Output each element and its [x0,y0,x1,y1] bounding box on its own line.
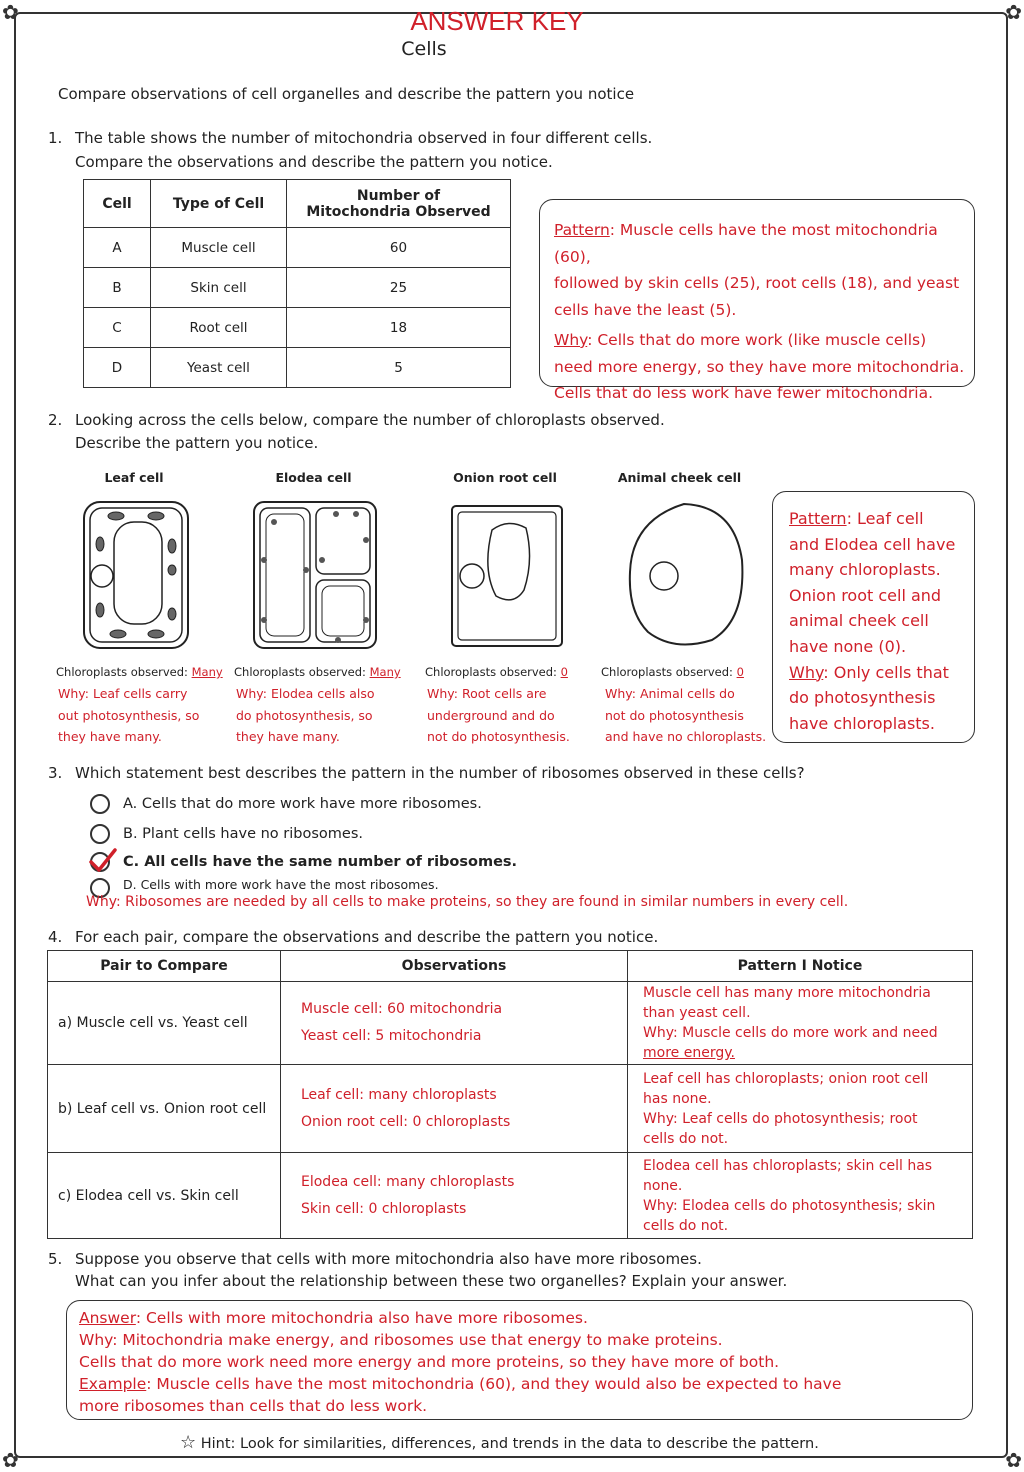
q2-line2: Describe the pattern you notice. [75,434,319,452]
hint-line [180,1432,819,1453]
option-a-radio[interactable] [90,794,110,814]
q5-answer-box: Answer: Cells with more mitochondria also have more ribosomes. Why: Mitochondria make energy, and ribosomes use that energy to make proteins. Cells that do more work need more energy and more proteins, so they have more of both. Example: Muscle cells have the most mitochondria (60), and they would also be expected to have more ribosomes than cells that do less work. [66,1300,973,1420]
table-row: C Root cell 18 [84,308,511,348]
q1-line2: Compare the observations and describe the pattern you notice. [75,153,553,171]
corner-flourish-top-left: ✿ [2,0,19,24]
table-row: A Muscle cell 60 [84,228,511,268]
onion-root-cell-diagram [444,500,568,650]
cheek-why: Why: Animal cells do not do photosynthesis and have no chloroplasts. [605,686,767,744]
table-row: c) Elodea cell vs. Skin cell Elodea cell: many chloroplasts Skin cell: 0 chloroplasts Elodea cell has chloroplasts; skin cell has none. Why: Elodea cells do photosynthesis; skin cells do not. [48,1153,973,1239]
worksheet-title: Cells [401,38,447,60]
leaf-cell-label: Leaf cell [104,470,164,485]
elodea-obs: Chloroplasts observed: Many [234,665,401,679]
q2-line1: Looking across the cells below, compare the number of chloroplasts observed. [75,411,665,429]
pair-compare-table [47,950,973,1239]
q3-question: Which statement best describes the pattern in the number of ribosomes observed in these cells? [75,764,805,782]
option-a-label[interactable]: A. Cells that do more work have more ribosomes. [123,796,482,812]
checkmark-icon [86,846,118,876]
intro-text: Compare observations of cell organelles and describe the pattern you notice [58,85,635,103]
mitochondria-table [83,179,511,388]
animal-cheek-cell-diagram [624,500,750,650]
col-count-header: Number of Mitochondria Observed [287,180,511,228]
option-b-label[interactable]: B. Plant cells have no ribosomes. [123,826,363,842]
col-pattern-header: Pattern I Notice [628,951,973,982]
q4-number: 4. [48,928,63,946]
onion-why: Why: Root cells are underground and do not do photosynthesis. [427,686,570,744]
q5-line1: Suppose you observe that cells with more mitochondria also have more ribosomes. [75,1250,702,1268]
hint-text: Hint: Look for similarities, differences, and trends in the data to describe the pattern. [200,1436,819,1452]
q5-line2: What can you infer about the relationship between these two organelles? Explain your answer. [75,1272,788,1290]
leaf-why: Why: Leaf cells carry out photosynthesis, so they have many. [58,686,200,744]
corner-flourish-bottom-left: ✿ [2,1448,19,1472]
q1-line1: The table shows the number of mitochondria observed in four different cells. [75,129,653,147]
table-row: D Yeast cell 5 [84,348,511,388]
leaf-obs: Chloroplasts observed: Many [56,665,223,679]
table-row: b) Leaf cell vs. Onion root cell Leaf cell: many chloroplasts Onion root cell: 0 chloroplasts Leaf cell has chloroplasts; onion root cell has none. Why: Leaf cells do photosynthesis; root cells do not. [48,1065,973,1153]
answer-key-title: ANSWER KEY [410,6,584,36]
col-observations-header: Observations [281,951,628,982]
q2-number: 2. [48,411,63,429]
corner-flourish-bottom-right: ✿ [1005,1448,1022,1472]
col-cell-header: Cell [84,180,151,228]
col-pair-header: Pair to Compare [48,951,281,982]
option-b-radio[interactable] [90,824,110,844]
table-row: a) Muscle cell vs. Yeast cell Muscle cell: 60 mitochondria Yeast cell: 5 mitochondria Muscle cell has many more mitochondria than yeast cell. Why: Muscle cells do more work and need more energy. [48,982,973,1065]
option-d-label[interactable]: D. Cells with more work have the most ribosomes. [123,877,439,892]
elodea-cell-label: Elodea cell [275,470,352,485]
animal-cheek-cell-label: Animal cheek cell [617,470,742,485]
col-type-header: Type of Cell [151,180,287,228]
elodea-why: Why: Elodea cells also do photosynthesis, so they have many. [236,686,375,744]
onion-root-cell-label: Onion root cell [453,470,557,485]
q2-answer-box: Pattern: Leaf cell and Elodea cell have many chloroplasts. Onion root cell and animal cheek cell have none (0). Why: Only cells that do photosynthesis have chloroplasts. [772,491,975,743]
option-c-label[interactable]: C. All cells have the same number of ribosomes. [123,854,518,870]
elodea-cell-diagram [252,500,378,650]
onion-obs: Chloroplasts observed: 0 [425,665,568,679]
q3-number: 3. [48,764,63,782]
q1-answer-box: Pattern: Muscle cells have the most mitochondria (60), followed by skin cells (25), root cells (18), and yeast cells have the least (5). Why: Cells that do more work (like muscle cells) need more energy, so they have more mitochondria. Cells that do less work have fewer mitochondria. [539,199,975,387]
star-icon: ☆ [180,1432,197,1453]
cheek-obs: Chloroplasts observed: 0 [601,665,744,679]
corner-flourish-top-right: ✿ [1005,0,1022,24]
q4-question: For each pair, compare the observations and describe the pattern you notice. [75,928,659,946]
q5-number: 5. [48,1250,63,1268]
q1-number: 1. [48,129,63,147]
table-row: B Skin cell 25 [84,268,511,308]
q3-why: Why: Ribosomes are needed by all cells to make proteins, so they are found in similar numbers in every cell. [86,894,849,910]
leaf-cell-diagram [82,500,190,650]
